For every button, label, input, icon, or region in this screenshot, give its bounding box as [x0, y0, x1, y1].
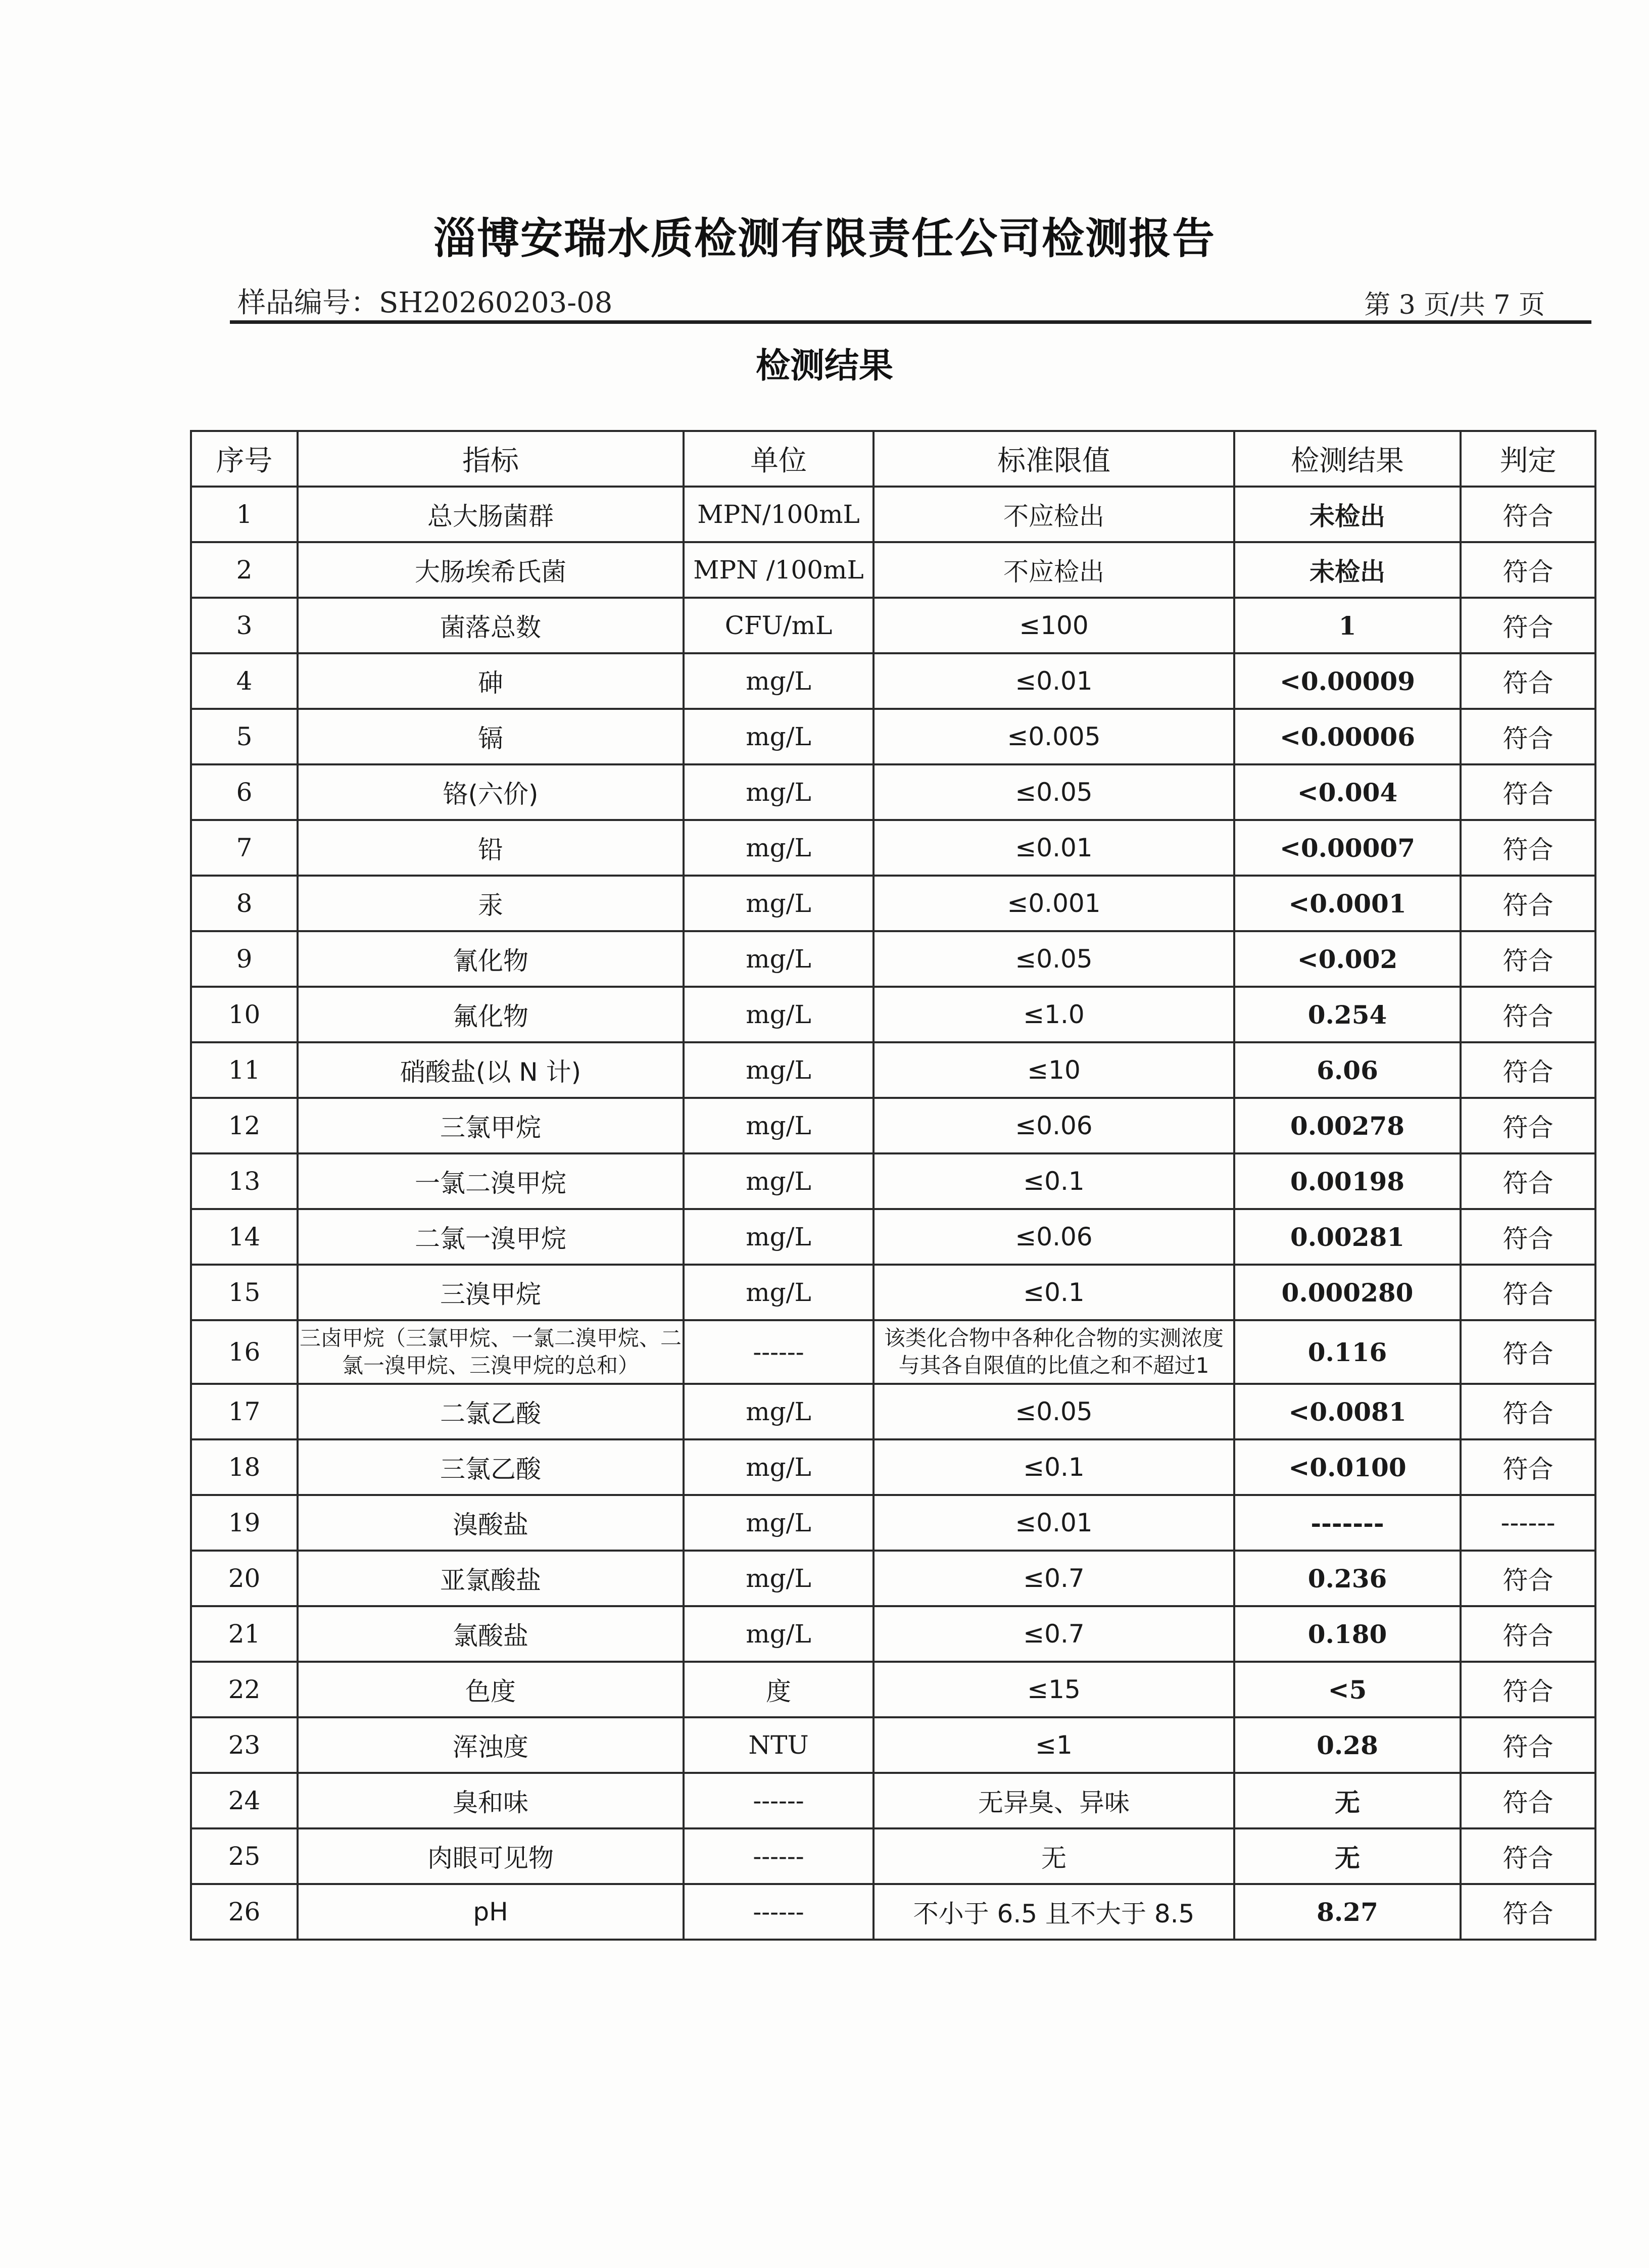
cell-indicator-name: 三氯甲烷	[298, 1098, 684, 1153]
cell-verdict: 符合	[1461, 1606, 1595, 1662]
cell-indicator-name: 三溴甲烷	[298, 1265, 684, 1320]
cell-standard-limit: ≤0.05	[874, 931, 1234, 987]
cell-indicator-name: 砷	[298, 653, 684, 709]
cell-standard-limit: ≤0.7	[874, 1551, 1234, 1606]
table-row	[191, 1209, 1595, 1265]
cell-indicator-name: 铬(六价)	[298, 764, 684, 820]
page-number: 第 3 页/共 7 页	[1364, 290, 1545, 320]
cell-indicator-name: 镉	[298, 709, 684, 764]
cell-standard-limit: ≤0.1	[874, 1153, 1234, 1209]
cell-verdict: 符合	[1461, 1265, 1595, 1320]
cell-test-result: 1	[1234, 598, 1461, 653]
cell-standard-limit: ≤0.7	[874, 1606, 1234, 1662]
cell-indicator-name: 三氯乙酸	[298, 1439, 684, 1495]
cell-unit: mg/L	[684, 1209, 874, 1265]
cell-indicator-name: 一氯二溴甲烷	[298, 1153, 684, 1209]
cell-verdict: 符合	[1461, 542, 1595, 598]
table-row	[191, 1384, 1595, 1439]
cell-row-number: 25	[191, 1828, 298, 1884]
cell-test-result: <0.00007	[1234, 820, 1461, 876]
table-row	[191, 1662, 1595, 1717]
cell-unit: mg/L	[684, 1265, 874, 1320]
cell-unit: mg/L	[684, 1606, 874, 1662]
cell-unit: mg/L	[684, 1042, 874, 1098]
table-row	[191, 1042, 1595, 1098]
cell-unit: ------	[684, 1773, 874, 1828]
cell-standard-limit: ≤0.06	[874, 1209, 1234, 1265]
cell-row-number: 14	[191, 1209, 298, 1265]
table-row	[191, 987, 1595, 1042]
header-cell-limit: 标准限值	[874, 431, 1234, 487]
table-row	[191, 1551, 1595, 1606]
cell-standard-limit: ≤0.01	[874, 820, 1234, 876]
cell-row-number: 16	[191, 1320, 298, 1384]
cell-test-result: 未检出	[1234, 542, 1461, 598]
table-row	[191, 1773, 1595, 1828]
table-row	[191, 1320, 1595, 1384]
cell-indicator-name: 总大肠菌群	[298, 487, 684, 542]
cell-test-result: 6.06	[1234, 1042, 1461, 1098]
cell-standard-limit: ≤0.05	[874, 1384, 1234, 1439]
table-row	[191, 1828, 1595, 1884]
cell-row-number: 8	[191, 876, 298, 931]
cell-test-result: <0.002	[1234, 931, 1461, 987]
cell-standard-limit: ≤0.01	[874, 653, 1234, 709]
cell-row-number: 17	[191, 1384, 298, 1439]
cell-test-result: 0.28	[1234, 1717, 1461, 1773]
cell-test-result: 0.116	[1234, 1320, 1461, 1384]
cell-unit: ------	[684, 1884, 874, 1940]
cell-indicator-name: 溴酸盐	[298, 1495, 684, 1551]
cell-indicator-name: pH	[298, 1884, 684, 1940]
cell-standard-limit: ≤0.01	[874, 1495, 1234, 1551]
header-cell-indicator: 指标	[298, 431, 684, 487]
cell-verdict: 符合	[1461, 709, 1595, 764]
cell-row-number: 21	[191, 1606, 298, 1662]
cell-row-number: 13	[191, 1153, 298, 1209]
cell-indicator-name: 大肠埃希氏菌	[298, 542, 684, 598]
cell-test-result: 0.180	[1234, 1606, 1461, 1662]
cell-verdict: 符合	[1461, 1153, 1595, 1209]
cell-standard-limit: ≤0.06	[874, 1098, 1234, 1153]
cell-test-result: 0.000280	[1234, 1265, 1461, 1320]
cell-verdict: 符合	[1461, 876, 1595, 931]
header-cell-result: 检测结果	[1234, 431, 1461, 487]
section-title: 检测结果	[755, 346, 893, 386]
table-row	[191, 1153, 1595, 1209]
cell-test-result: <0.0001	[1234, 876, 1461, 931]
cell-test-result: <0.00009	[1234, 653, 1461, 709]
cell-unit: mg/L	[684, 653, 874, 709]
cell-test-result: <0.0081	[1234, 1384, 1461, 1439]
cell-unit: mg/L	[684, 1384, 874, 1439]
table-row	[191, 1495, 1595, 1551]
cell-verdict: 符合	[1461, 1551, 1595, 1606]
cell-verdict: 符合	[1461, 1042, 1595, 1098]
cell-test-result: <5	[1234, 1662, 1461, 1717]
cell-row-number: 5	[191, 709, 298, 764]
cell-standard-limit: ≤0.05	[874, 764, 1234, 820]
cell-verdict: 符合	[1461, 1209, 1595, 1265]
table-row	[191, 1439, 1595, 1495]
cell-row-number: 10	[191, 987, 298, 1042]
cell-row-number: 26	[191, 1884, 298, 1940]
cell-row-number: 12	[191, 1098, 298, 1153]
cell-verdict: 符合	[1461, 653, 1595, 709]
cell-standard-limit: 无异臭、异味	[874, 1773, 1234, 1828]
cell-standard-limit: 该类化合物中各种化合物的实测浓度与其各自限值的比值之和不超过1	[874, 1320, 1234, 1384]
table-row	[191, 1098, 1595, 1153]
cell-verdict: 符合	[1461, 598, 1595, 653]
table-row	[191, 653, 1595, 709]
results-table	[190, 430, 1596, 1941]
cell-verdict: 符合	[1461, 1439, 1595, 1495]
cell-unit: ------	[684, 1828, 874, 1884]
cell-row-number: 9	[191, 931, 298, 987]
header-cell-no: 序号	[191, 431, 298, 487]
cell-row-number: 11	[191, 1042, 298, 1098]
cell-test-result: 0.236	[1234, 1551, 1461, 1606]
cell-unit: mg/L	[684, 876, 874, 931]
table-row	[191, 542, 1595, 598]
cell-test-result: 0.00278	[1234, 1098, 1461, 1153]
cell-verdict: 符合	[1461, 1773, 1595, 1828]
table-header-row	[191, 431, 1595, 487]
cell-standard-limit: ≤10	[874, 1042, 1234, 1098]
table-row	[191, 1884, 1595, 1940]
cell-verdict: 符合	[1461, 1828, 1595, 1884]
results-body	[191, 487, 1595, 1940]
cell-indicator-name: 菌落总数	[298, 598, 684, 653]
cell-verdict: 符合	[1461, 820, 1595, 876]
cell-indicator-name: 氟化物	[298, 987, 684, 1042]
header-cell-unit: 单位	[684, 431, 874, 487]
cell-standard-limit: 不小于 6.5 且不大于 8.5	[874, 1884, 1234, 1940]
cell-verdict: 符合	[1461, 1320, 1595, 1384]
table-row	[191, 820, 1595, 876]
header-cell-verdict: 判定	[1461, 431, 1595, 487]
cell-verdict: 符合	[1461, 1098, 1595, 1153]
cell-standard-limit: ≤0.001	[874, 876, 1234, 931]
cell-verdict: 符合	[1461, 1384, 1595, 1439]
cell-verdict: 符合	[1461, 487, 1595, 542]
cell-standard-limit: 无	[874, 1828, 1234, 1884]
header-divider	[230, 320, 1591, 324]
table-row	[191, 598, 1595, 653]
cell-verdict: 符合	[1461, 764, 1595, 820]
cell-verdict: 符合	[1461, 1717, 1595, 1773]
cell-unit: MPN/100mL	[684, 487, 874, 542]
cell-row-number: 24	[191, 1773, 298, 1828]
table-row	[191, 1265, 1595, 1320]
cell-standard-limit: ≤1.0	[874, 987, 1234, 1042]
cell-indicator-name: 肉眼可见物	[298, 1828, 684, 1884]
cell-test-result: 无	[1234, 1828, 1461, 1884]
sample-number: 样品编号：SH20260203-08	[237, 286, 613, 319]
cell-unit: mg/L	[684, 1495, 874, 1551]
cell-row-number: 22	[191, 1662, 298, 1717]
cell-unit: mg/L	[684, 931, 874, 987]
cell-indicator-name: 氰化物	[298, 931, 684, 987]
cell-verdict: 符合	[1461, 1662, 1595, 1717]
cell-row-number: 18	[191, 1439, 298, 1495]
cell-test-result: 0.00281	[1234, 1209, 1461, 1265]
table-row	[191, 931, 1595, 987]
cell-unit: NTU	[684, 1717, 874, 1773]
cell-verdict: 符合	[1461, 987, 1595, 1042]
cell-verdict: 符合	[1461, 931, 1595, 987]
cell-test-result: <0.00006	[1234, 709, 1461, 764]
cell-test-result: 无	[1234, 1773, 1461, 1828]
cell-unit: mg/L	[684, 1153, 874, 1209]
table-row	[191, 1717, 1595, 1773]
cell-unit: mg/L	[684, 1551, 874, 1606]
cell-test-result: -------	[1234, 1495, 1461, 1551]
cell-standard-limit: ≤15	[874, 1662, 1234, 1717]
cell-unit: ------	[684, 1320, 874, 1384]
cell-standard-limit: ≤0.1	[874, 1439, 1234, 1495]
cell-verdict: ------	[1461, 1495, 1595, 1551]
cell-row-number: 19	[191, 1495, 298, 1551]
cell-indicator-name: 浑浊度	[298, 1717, 684, 1773]
cell-row-number: 15	[191, 1265, 298, 1320]
cell-standard-limit: 不应检出	[874, 542, 1234, 598]
cell-standard-limit: ≤0.1	[874, 1265, 1234, 1320]
cell-test-result: 未检出	[1234, 487, 1461, 542]
cell-indicator-name: 二氯乙酸	[298, 1384, 684, 1439]
table-row	[191, 764, 1595, 820]
cell-indicator-name: 色度	[298, 1662, 684, 1717]
report-title: 淄博安瑞水质检测有限责任公司检测报告	[433, 214, 1216, 263]
cell-standard-limit: ≤100	[874, 598, 1234, 653]
cell-unit: MPN /100mL	[684, 542, 874, 598]
cell-indicator-name: 三卤甲烷（三氯甲烷、一氯二溴甲烷、二氯一溴甲烷、三溴甲烷的总和）	[298, 1320, 684, 1384]
cell-standard-limit: ≤0.005	[874, 709, 1234, 764]
cell-row-number: 2	[191, 542, 298, 598]
cell-verdict: 符合	[1461, 1884, 1595, 1940]
cell-indicator-name: 二氯一溴甲烷	[298, 1209, 684, 1265]
cell-indicator-name: 臭和味	[298, 1773, 684, 1828]
cell-test-result: 0.00198	[1234, 1153, 1461, 1209]
cell-row-number: 7	[191, 820, 298, 876]
cell-test-result: 8.27	[1234, 1884, 1461, 1940]
cell-indicator-name: 铅	[298, 820, 684, 876]
cell-standard-limit: 不应检出	[874, 487, 1234, 542]
cell-unit: mg/L	[684, 709, 874, 764]
cell-indicator-name: 硝酸盐(以 N 计)	[298, 1042, 684, 1098]
cell-row-number: 23	[191, 1717, 298, 1773]
report-header-line	[231, 280, 1590, 321]
cell-indicator-name: 汞	[298, 876, 684, 931]
cell-unit: CFU/mL	[684, 598, 874, 653]
cell-standard-limit: ≤1	[874, 1717, 1234, 1773]
cell-test-result: <0.004	[1234, 764, 1461, 820]
cell-row-number: 1	[191, 487, 298, 542]
cell-unit: mg/L	[684, 764, 874, 820]
cell-row-number: 20	[191, 1551, 298, 1606]
table-row	[191, 1606, 1595, 1662]
cell-row-number: 3	[191, 598, 298, 653]
table-row	[191, 487, 1595, 542]
cell-row-number: 4	[191, 653, 298, 709]
cell-indicator-name: 氯酸盐	[298, 1606, 684, 1662]
cell-unit: mg/L	[684, 987, 874, 1042]
cell-unit: mg/L	[684, 820, 874, 876]
cell-test-result: <0.0100	[1234, 1439, 1461, 1495]
table-row	[191, 709, 1595, 764]
cell-indicator-name: 亚氯酸盐	[298, 1551, 684, 1606]
cell-unit: mg/L	[684, 1098, 874, 1153]
cell-unit: mg/L	[684, 1439, 874, 1495]
cell-unit: 度	[684, 1662, 874, 1717]
cell-test-result: 0.254	[1234, 987, 1461, 1042]
table-row	[191, 876, 1595, 931]
cell-row-number: 6	[191, 764, 298, 820]
